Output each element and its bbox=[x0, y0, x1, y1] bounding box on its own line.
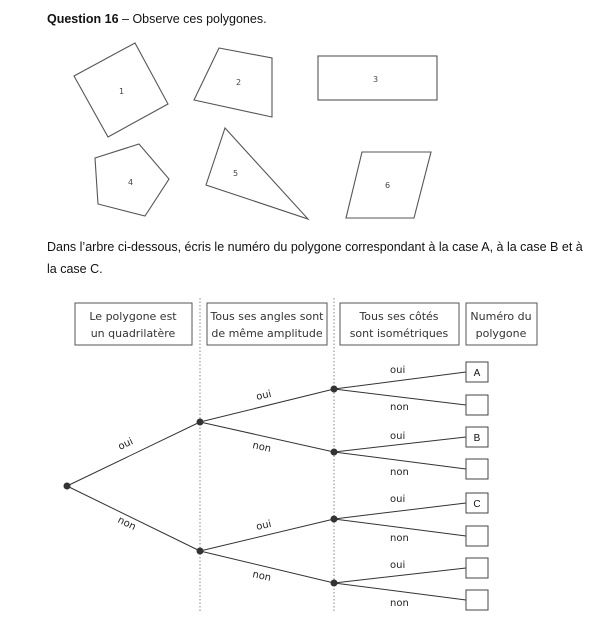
answer-box-7[interactable] bbox=[466, 558, 488, 578]
svg-text:C: C bbox=[473, 499, 481, 510]
tree bbox=[64, 365, 467, 609]
svg-text:non: non bbox=[251, 569, 273, 584]
svg-text:2: 2 bbox=[236, 78, 242, 87]
svg-text:Le polygone est: Le polygone est bbox=[89, 310, 177, 323]
svg-text:oui: oui bbox=[255, 518, 273, 533]
svg-text:1: 1 bbox=[119, 87, 125, 96]
polygon-5 bbox=[206, 128, 308, 219]
answer-box-c[interactable] bbox=[466, 493, 488, 513]
svg-text:oui: oui bbox=[116, 436, 136, 453]
svg-text:polygone: polygone bbox=[475, 327, 527, 340]
svg-text:un quadrilatère: un quadrilatère bbox=[90, 327, 176, 340]
answer-box-a[interactable] bbox=[466, 362, 488, 382]
svg-text:5: 5 bbox=[233, 169, 239, 178]
svg-text:4: 4 bbox=[128, 178, 134, 187]
svg-text:non: non bbox=[390, 402, 409, 413]
answer-box-8[interactable] bbox=[466, 590, 488, 610]
polygon-1 bbox=[74, 43, 168, 137]
svg-text:non: non bbox=[115, 514, 138, 533]
svg-text:oui: oui bbox=[390, 560, 406, 571]
svg-text:B: B bbox=[473, 433, 481, 444]
header-number bbox=[466, 303, 537, 345]
question-number: Question 16 bbox=[47, 12, 119, 26]
polygon-4 bbox=[95, 144, 169, 216]
svg-text:sont isométriques: sont isométriques bbox=[349, 327, 449, 340]
header-sides bbox=[340, 303, 459, 345]
svg-text:non: non bbox=[390, 533, 409, 544]
svg-text:6: 6 bbox=[385, 181, 391, 190]
answer-box-4[interactable] bbox=[466, 459, 488, 479]
polygon-6 bbox=[346, 152, 431, 218]
svg-text:oui: oui bbox=[255, 388, 273, 403]
svg-text:non: non bbox=[251, 440, 273, 455]
svg-text:non: non bbox=[390, 467, 409, 478]
svg-text:oui: oui bbox=[390, 365, 406, 376]
svg-text:Tous ses côtés: Tous ses côtés bbox=[359, 310, 439, 323]
svg-text:Tous ses angles sont: Tous ses angles sont bbox=[210, 310, 324, 323]
polygon-2 bbox=[194, 48, 272, 117]
answer-box-6[interactable] bbox=[466, 526, 488, 546]
header-quadrilateral bbox=[75, 303, 192, 345]
svg-text:de même amplitude: de même amplitude bbox=[211, 327, 323, 340]
svg-text:oui: oui bbox=[390, 431, 406, 442]
question-text: – Observe ces polygones. bbox=[118, 12, 267, 26]
instruction: Dans l’arbre ci-dessous, écris le numéro du polygone correspondant à la case A, à la case B et à la case C. bbox=[47, 240, 583, 276]
header-angles bbox=[207, 303, 327, 345]
svg-text:3: 3 bbox=[373, 75, 379, 84]
svg-text:Numéro du: Numéro du bbox=[470, 310, 532, 323]
polygon-3 bbox=[318, 56, 437, 100]
svg-text:A: A bbox=[473, 368, 481, 379]
svg-text:non: non bbox=[390, 598, 409, 609]
answer-box-2[interactable] bbox=[466, 395, 488, 415]
answer-box-b[interactable] bbox=[466, 427, 488, 447]
svg-text:oui: oui bbox=[390, 494, 406, 505]
